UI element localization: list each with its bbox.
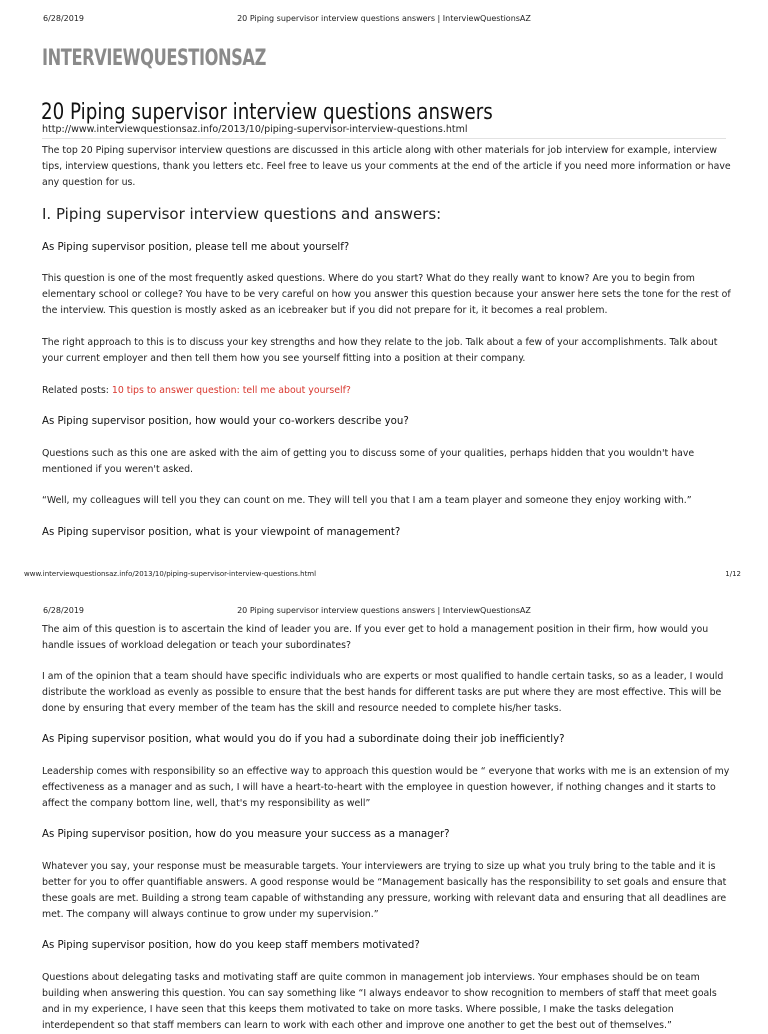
print-title: 20 Piping supervisor interview questions answers | InterviewQuestionsAZ: [237, 14, 531, 23]
question-2: As Piping supervisor position, how would your co-workers describe you?: [42, 416, 409, 427]
answer-3-paragraph-2: I am of the opinion that a team should have specific individuals who are experts or most qualified to handle certain tasks, so as a leader, I would distribute the workload as evenly as possible to ensure that the best hands for different tasks are put where they are most effective. This will be done by ensuring that every member of the team has the skill and resource needed to complete his/her tasks.: [42, 671, 724, 714]
page-number: 1/12: [725, 570, 741, 578]
print-header: [0, 14, 768, 26]
related-posts: [42, 383, 732, 399]
question-4: As Piping supervisor position, what would you do if you had a subordinate doing their job inefficiently?: [42, 734, 565, 745]
answer-5-paragraph-1: Whatever you say, your response must be measurable targets. Your interviewers are trying to size up what you truly bring to the table and it is better for you to offer quantifiable answers. A good response would be “Management basically has the responsibility to set goals and ensure that these goals are met. Building a strong team capable of withstanding any pressure, working with relevant data and ensuring that all deadlines are met. The company will always continue to grow under my supervision.”: [42, 861, 727, 920]
answer-1-paragraph-2: The right approach to this is to discuss your key strengths and how they relate to the job. Talk about a few of your accomplishments. Talk about your current employer and then tell them how you see yourself fitting into a position at their company.: [42, 337, 718, 364]
answer-4-paragraph-1: Leadership comes with responsibility so an effective way to approach this question would be “ everyone that works with me is an extension of my effectiveness as a manager and as such, I will have a heart-to-heart with the employee in question however, if nothing changes and it starts to affect the company bottom line, well, that's my responsibility as well”: [42, 766, 730, 809]
site-logo-text[interactable]: INTERVIEWQUESTIONSAZ: [42, 46, 266, 71]
section-heading: I. Piping supervisor interview questions and answers:: [42, 205, 442, 223]
answer-1-paragraph-1: This question is one of the most frequently asked questions. Where do you start? What do they really want to know? Are you to begin from elementary school or college? You have to be very careful on how you answer this question because your answer here sets the tone for the rest of the interview. This question is mostly asked as an icebreaker but if you did not prepare for it, it becomes a real problem.: [42, 273, 731, 316]
article-title: 20 Piping supervisor interview questions answers: [41, 100, 493, 125]
print-title: 20 Piping supervisor interview questions answers | InterviewQuestionsAZ: [237, 606, 531, 615]
answer-2-paragraph-1: Questions such as this one are asked with the aim of getting you to discuss some of your qualities, perhaps hidden that you wouldn't have mentioned if you weren't asked.: [42, 448, 695, 475]
answer-6-paragraph-1: Questions about delegating tasks and motivating staff are quite common in management job interviews. Your emphases should be on team building when answering this question. You can say something like “I always endeavor to show recognition to members of staff that meet goals and in my experience, I have seen that this keeps them motivated to take on more tasks. Where possible, I make the tasks delegation interdependent so that staff members can learn to work with each other and improve one another to get the best out of themselves.”: [42, 972, 717, 1031]
question-6: As Piping supervisor position, how do you keep staff members motivated?: [42, 940, 420, 951]
answer-3-paragraph-1: The aim of this question is to ascertain the kind of leader you are. If you ever get to hold a management position in their firm, how would you handle issues of workload delegation or teach your subordinates?: [42, 624, 709, 651]
print-date: 6/28/2019: [43, 14, 85, 23]
pdf-page-2: [0, 585, 768, 1031]
related-post-link[interactable]: 10 tips to answer question: tell me about yourself?: [111, 385, 351, 396]
intro-paragraph: The top 20 Piping supervisor interview questions are discussed in this article along with other materials for job interview for example, interview tips, interview questions, thank you letters etc. Feel free to leave us your comments at the end of the article if you need more information or have any question for us.: [42, 145, 731, 188]
title-divider: [42, 138, 726, 139]
article-url[interactable]: http://www.interviewquestionsaz.info/2013/10/piping-supervisor-interview-questions.html: [42, 124, 468, 135]
question-5: As Piping supervisor position, how do you measure your success as a manager?: [42, 829, 450, 840]
related-posts-label: Related posts:: [42, 385, 112, 396]
print-date: 6/28/2019: [43, 606, 85, 615]
answer-2-paragraph-2: “Well, my colleagues will tell you they can count on me. They will tell you that I am a team player and someone they enjoy working with.”: [42, 495, 692, 506]
question-1: As Piping supervisor position, please tell me about yourself?: [42, 242, 350, 253]
footer-url: www.interviewquestionsaz.info/2013/10/piping-supervisor-interview-questions.html: [24, 570, 317, 578]
question-3: As Piping supervisor position, what is your viewpoint of management?: [42, 527, 401, 538]
